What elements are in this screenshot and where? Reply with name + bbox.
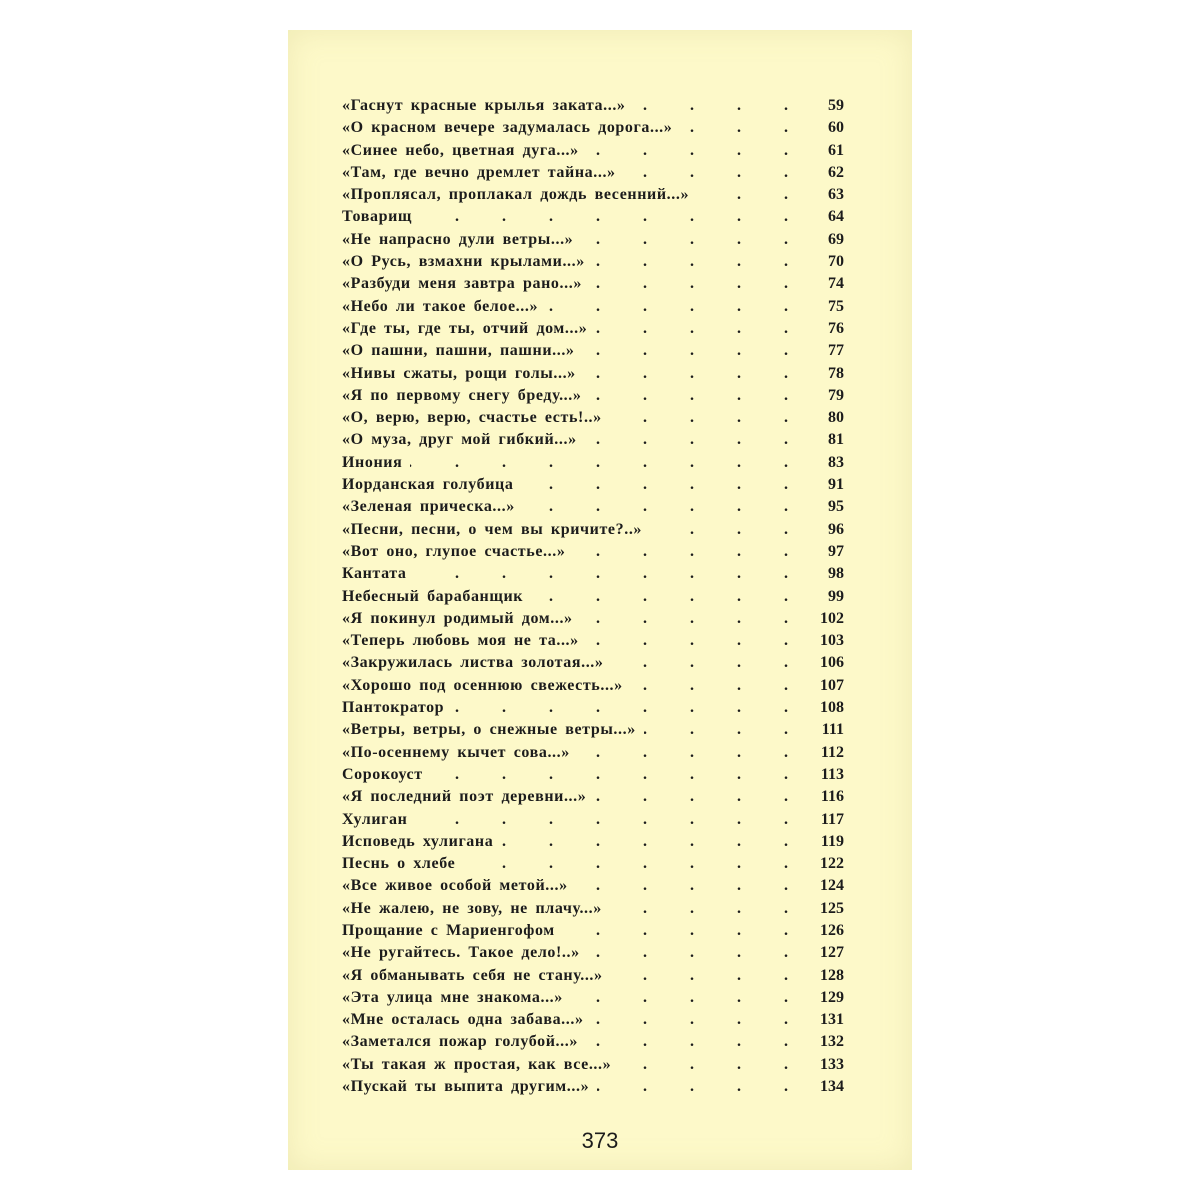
toc-leader-dots: [415, 811, 806, 829]
book-page: [288, 30, 912, 1170]
toc-entry: [342, 900, 844, 922]
toc-entry-title: «О красном вечере задумалась дорога...»: [342, 119, 673, 137]
toc-leader-dots: [595, 320, 806, 338]
toc-entry: [342, 610, 844, 632]
toc-entry-page: 81: [828, 431, 844, 449]
toc-entry-title: «Гаснут красные крылья заката...»: [342, 97, 626, 114]
toc-entry-title: «По-осеннему кычет сова...»: [342, 743, 570, 761]
toc-leader-dots: [592, 1011, 806, 1029]
toc-entry-page: 76: [828, 319, 844, 337]
toc-entry: [342, 231, 844, 253]
toc-entry-page: 78: [828, 364, 844, 382]
toc-entry-page: 74: [828, 275, 844, 293]
toc-entry: [342, 119, 844, 141]
toc-leader-dots: [523, 498, 806, 516]
toc-entry-page: 133: [820, 1055, 844, 1073]
toc-entry: [342, 744, 844, 766]
toc-entry-page: 60: [828, 119, 844, 137]
toc-entry-title: «Я обманывать себя не стану...»: [342, 966, 603, 984]
toc-entry-page: 132: [820, 1033, 844, 1051]
toc-entry: [342, 365, 844, 387]
toc-entry-title: «Не ругайтесь. Такое дело!..»: [342, 944, 580, 962]
toc-entry: [342, 476, 844, 498]
toc-leader-dots: [588, 944, 806, 962]
toc-leader-dots: [597, 1078, 806, 1096]
toc-entry-title: «О, верю, верю, счастье есть!..»: [342, 409, 602, 427]
toc-entry-title: «Там, где вечно дремлет тайна...»: [342, 163, 616, 181]
toc-entry-title: Песнь о хлебе: [342, 855, 456, 873]
toc-leader-dots: [583, 342, 806, 360]
toc-entry-page: 108: [820, 699, 844, 717]
toc-entry-title: «Я по первому снегу бреду...»: [342, 386, 582, 404]
toc-entry-title: Иорданская голубица: [342, 476, 514, 494]
toc-leader-dots: [571, 989, 806, 1007]
toc-entry-page: 62: [828, 163, 844, 181]
toc-entry-page: 134: [820, 1078, 844, 1096]
toc-entry: [342, 253, 844, 275]
toc-entry-title: «Все живое особой метой...»: [342, 877, 568, 895]
toc-entry-page: 126: [820, 921, 844, 939]
page-number: 373: [581, 1128, 619, 1153]
toc-leader-dots: [619, 1056, 806, 1074]
toc-entry-title: «Зеленая прическа...»: [342, 498, 515, 516]
toc-leader-dots: [587, 632, 806, 650]
toc-entry: [342, 877, 844, 899]
toc-entry-title: «О пашни, пашни, пашни...»: [342, 342, 575, 360]
toc-leader-dots: [501, 833, 806, 851]
toc-entry-page: 61: [828, 141, 844, 159]
toc-entry: [342, 721, 844, 743]
toc-leader-dots: [586, 1033, 806, 1051]
toc-entry-title: «Мне осталась одна забава...»: [342, 1011, 584, 1029]
toc-leader-dots: [521, 476, 806, 494]
toc-leader-dots: [634, 97, 806, 115]
toc-leader-dots: [611, 967, 806, 985]
toc-entry-page: 119: [820, 832, 844, 850]
toc-leader-dots: [410, 454, 806, 472]
toc-entry-page: 69: [828, 230, 844, 248]
toc-entry-page: 80: [828, 409, 844, 427]
toc-entry-title: «О Русь, взмахни крылами...»: [342, 253, 585, 271]
toc-entry: [342, 498, 844, 520]
toc-entry-title: «Я последний поэт деревни...»: [342, 788, 587, 806]
toc-entry-page: 106: [820, 654, 844, 672]
toc-entry-title: Хулиган: [342, 810, 408, 828]
toc-entry-page: 70: [828, 253, 844, 271]
toc-entry: [342, 811, 844, 833]
toc-leader-dots: [546, 298, 806, 316]
toc-entry: [342, 1011, 844, 1033]
toc-leader-dots: [697, 186, 806, 204]
toc-entry: [342, 588, 844, 610]
toc-leader-dots: [590, 387, 807, 405]
toc-entry: [342, 320, 844, 342]
toc-entry-page: 79: [828, 386, 844, 404]
toc-entry-page: 103: [820, 632, 844, 650]
toc-entry-title: «Синее небо, цветная дуга...»: [342, 141, 579, 159]
toc-entry: [342, 922, 844, 944]
toc-leader-dots: [593, 253, 806, 271]
toc-entry-page: 99: [828, 587, 844, 605]
toc-entry-title: «Проплясал, проплакал дождь весенний...»: [342, 186, 690, 204]
toc-leader-dots: [612, 654, 807, 672]
toc-leader-dots: [431, 766, 806, 784]
toc-leader-dots: [650, 521, 806, 539]
toc-entry: [342, 855, 844, 877]
toc-entry: [342, 967, 844, 989]
toc-entry-page: 125: [820, 899, 844, 917]
toc-entry: [342, 944, 844, 966]
toc-entry-title: «Небо ли такое белое...»: [342, 297, 539, 315]
toc-entry-title: Небесный барабанщик: [342, 587, 524, 605]
toc-entry-title: «Теперь любовь моя не та...»: [342, 632, 579, 650]
toc-entry-title: «Где ты, где ты, отчий дом...»: [342, 319, 588, 337]
toc-entry: [342, 1056, 844, 1078]
toc-leader-dots: [415, 565, 806, 583]
toc-entry-title: «Разбуди меня завтра рано...»: [342, 275, 582, 293]
toc-entry-page: 83: [828, 453, 844, 471]
toc-entry-title: «Ветры, ветры, о снежные ветры...»: [342, 721, 636, 739]
toc-leader-dots: [610, 900, 806, 918]
toc-entry-page: 91: [828, 476, 844, 494]
toc-entry: [342, 833, 844, 855]
toc-leader-dots: [584, 365, 806, 383]
toc-entry: [342, 431, 844, 453]
toc-leader-dots: [585, 431, 806, 449]
toc-entry-title: «Нивы сжаты, рощи голы...»: [342, 364, 576, 382]
toc-entry-title: «Хорошо под осеннюю свежесть...»: [342, 676, 623, 694]
toc-entry-title: «Пускай ты выпита другим...»: [342, 1078, 590, 1096]
toc-leader-dots: [680, 119, 806, 137]
toc-entry: [342, 1078, 844, 1100]
toc-entry-title: «Не жалею, не зову, не плачу...»: [342, 899, 602, 917]
toc-entry: [342, 275, 844, 297]
toc-entry-page: 113: [820, 765, 844, 783]
toc-entry: [342, 97, 844, 119]
toc-entry: [342, 208, 844, 230]
toc-entry-page: 77: [828, 342, 844, 360]
toc-entry-page: 122: [820, 855, 844, 873]
toc-entry: [342, 654, 844, 676]
toc-entry: [342, 699, 844, 721]
toc-entry-page: 63: [828, 186, 844, 204]
toc-leader-dots: [463, 855, 806, 873]
toc-entry: [342, 565, 844, 587]
toc-leader-dots: [420, 208, 806, 226]
toc-entry-page: 128: [820, 966, 844, 984]
toc-entry-page: 117: [820, 810, 844, 828]
toc-entry-title: «Вот оно, глупое счастье...»: [342, 542, 566, 560]
toc-entry-title: «Эта улица мне знакома...»: [342, 988, 563, 1006]
toc-entry: [342, 164, 844, 186]
toc-entry-title: Кантата: [342, 565, 407, 583]
toc-entry-title: «Заметался пожар голубой...»: [342, 1033, 578, 1051]
toc-entry: [342, 342, 844, 364]
toc-entry: [342, 788, 844, 810]
toc-entry-title: Товарищ: [342, 208, 413, 226]
toc-entry: [342, 989, 844, 1011]
toc-entry: [342, 142, 844, 164]
toc-entry-title: «Я покинул родимый дом...»: [342, 609, 573, 627]
toc-entry: [342, 298, 844, 320]
toc-leader-dots: [631, 677, 806, 695]
toc-entry: [342, 677, 844, 699]
toc-entry-title: «О муза, друг мой гибкий...»: [342, 431, 577, 449]
toc-entry: [342, 1033, 844, 1055]
toc-entry: [342, 521, 844, 543]
toc-entry-page: 98: [828, 565, 844, 583]
toc-entry-page: 127: [820, 944, 844, 962]
toc-entry-page: 59: [828, 97, 844, 114]
toc-leader-dots: [610, 409, 806, 427]
toc-leader-dots: [531, 588, 806, 606]
toc-entry: [342, 186, 844, 208]
toc-entry-title: Прощание с Мариенгофом: [342, 921, 555, 939]
toc-entry-title: «Не напрасно дули ветры...»: [342, 230, 574, 248]
toc-leader-dots: [563, 922, 806, 940]
toc-leader-dots: [644, 721, 806, 739]
toc-entry-page: 124: [820, 877, 844, 895]
toc-entry-page: 97: [828, 542, 844, 560]
toc-entry-page: 75: [828, 297, 844, 315]
toc-entry: [342, 766, 844, 788]
toc-entry-title: «Закружилась листва золотая...»: [342, 654, 604, 672]
toc-entry-page: 102: [820, 609, 844, 627]
toc-leader-dots: [576, 877, 806, 895]
toc-leader-dots: [581, 231, 806, 249]
toc-entry: [342, 387, 844, 409]
toc-leader-dots: [573, 543, 806, 561]
toc-entry: [342, 454, 844, 476]
toc-entry-title: «Песни, песни, о чем вы кричите?..»: [342, 520, 643, 538]
toc-entry-page: 107: [820, 676, 844, 694]
toc-entry-page: 111: [821, 721, 844, 739]
toc-entry-page: 112: [820, 743, 844, 761]
toc-entry-title: Инония: [342, 453, 403, 471]
toc-leader-dots: [624, 164, 806, 182]
toc-entry-page: 64: [828, 208, 844, 226]
toc-entry-title: Сорокоуст: [342, 765, 423, 783]
table-of-contents: [342, 97, 844, 1100]
toc-entry-title: Пантократор: [342, 699, 445, 717]
toc-entry-page: 96: [828, 520, 844, 538]
toc-leader-dots: [452, 699, 806, 717]
toc-entry: [342, 409, 844, 431]
toc-leader-dots: [590, 275, 806, 293]
toc-entry-title: «Ты такая ж простая, как все...»: [342, 1055, 612, 1073]
toc-entry-page: 95: [828, 498, 844, 516]
toc-entry: [342, 543, 844, 565]
toc-entry-page: 129: [820, 988, 844, 1006]
toc-leader-dots: [581, 610, 806, 628]
toc-entry: [342, 632, 844, 654]
toc-entry-page: 131: [820, 1011, 844, 1029]
toc-leader-dots: [594, 788, 806, 806]
toc-leader-dots: [578, 744, 806, 762]
toc-entry-page: 116: [820, 788, 844, 806]
toc-entry-title: Исповедь хулигана: [342, 832, 494, 850]
toc-leader-dots: [587, 142, 806, 160]
